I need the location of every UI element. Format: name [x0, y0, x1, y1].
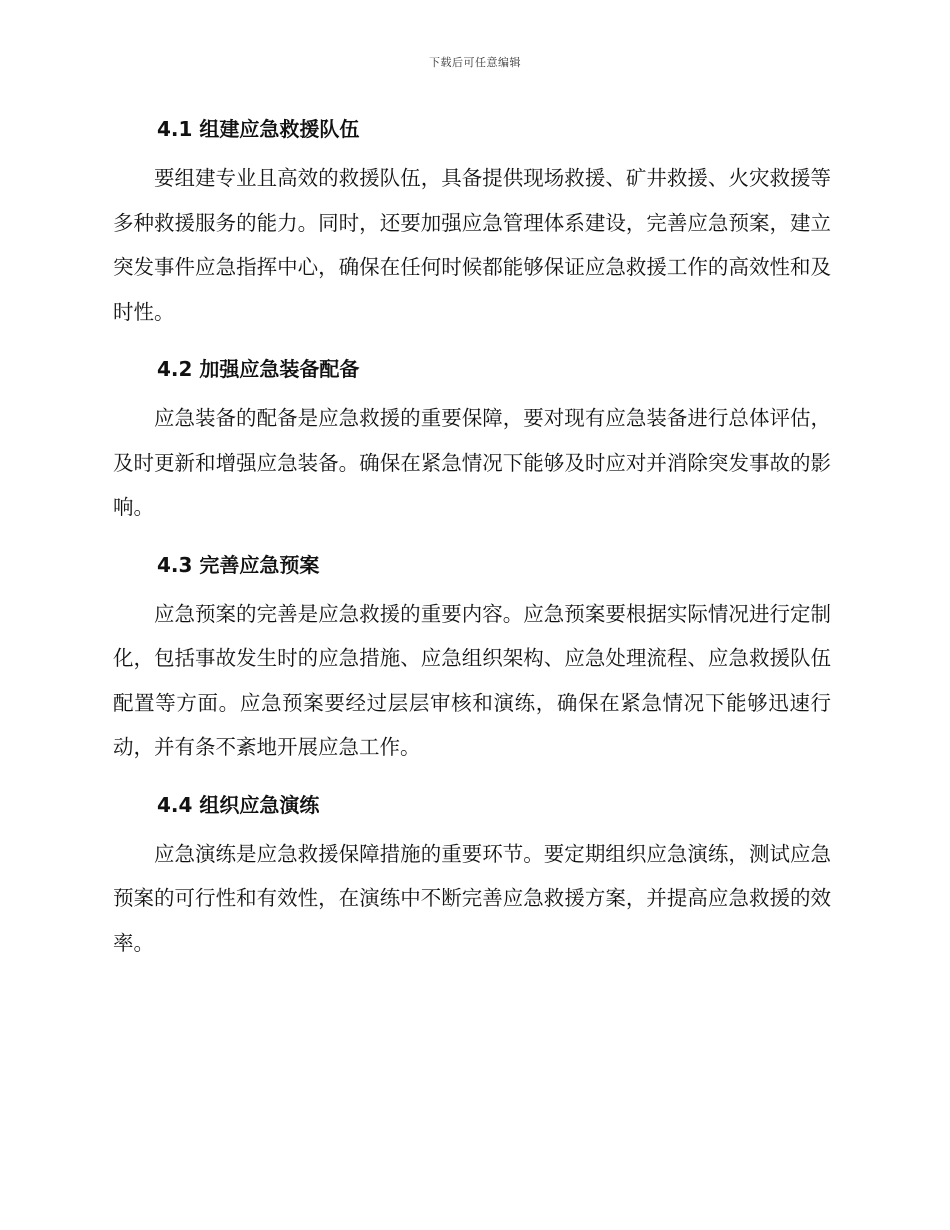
section-paragraph: 应急预案的完善是应急救援的重要内容。应急预案要根据实际情况进行定制化，包括事故发生时的应急措施、应急组织架构、应急处理流程、应急救援队伍配置等方面。应急预案要经过层层审核和演练，确保在紧急情况下能够迅速行动，并有条不紊地开展应急工作。 [113, 601, 831, 759]
section-heading: 4.2 加强应急装备配备 [157, 357, 360, 381]
section-paragraph: 应急装备的配备是应急救援的重要保障，要对现有应急装备进行总体评估，及时更新和增强应急装备。确保在紧急情况下能够及时应对并消除突发事故的影响。 [113, 406, 831, 519]
section-4-4 [113, 790, 831, 966]
section-paragraph: 要组建专业且高效的救援队伍，具备提供现场救援、矿井救援、火灾救援等多种救援服务的能力。同时，还要加强应急管理体系建设，完善应急预案，建立突发事件应急指挥中心，确保在任何时候都能够保证应急救援工作的高效性和及时性。 [113, 166, 831, 324]
page-header-note: 下载后可任意编辑 [429, 56, 521, 69]
section-heading: 4.4 组织应急演练 [157, 792, 320, 817]
section-4-3 [113, 550, 831, 770]
section-4-2 [113, 354, 831, 530]
section-4-1 [113, 114, 831, 334]
section-heading: 4.1 组建应急救援队伍 [157, 117, 360, 141]
section-paragraph: 应急演练是应急救援保障措施的重要环节。要定期组织应急演练，测试应急预案的可行性和有效性，在演练中不断完善应急救援方案，并提高应急救援的效率。 [113, 841, 831, 955]
section-heading: 4.3 完善应急预案 [157, 552, 320, 577]
document-body [113, 114, 831, 985]
